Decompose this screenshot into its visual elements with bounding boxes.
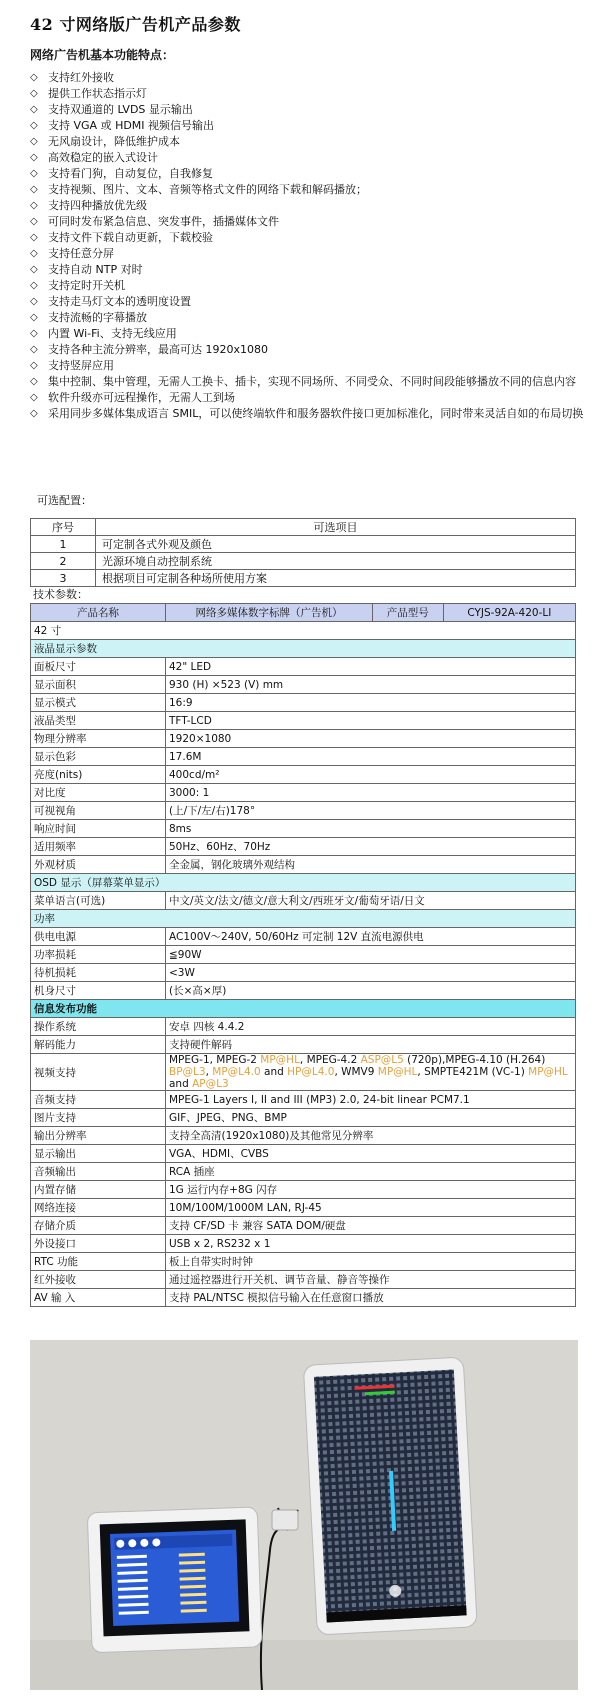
table-row (31, 1217, 576, 1235)
feature-text: 支持 VGA 或 HDMI 视频信号输出 (48, 119, 215, 132)
optional-table-header: 可选项目 (96, 519, 576, 536)
optional-item-text: 可定制各式外观及颜色 (96, 536, 576, 553)
spec-value: (长×高×厚) (166, 982, 576, 1000)
table-row (31, 946, 576, 964)
diamond-bullet-icon: ◇ (30, 408, 38, 419)
spec-value: USB x 2, RS232 x 1 (166, 1235, 576, 1253)
feature-text: 支持自动 NTP 对时 (48, 263, 143, 276)
diamond-bullet-icon: ◇ (30, 312, 38, 323)
spec-key: 机身尺寸 (31, 982, 166, 1000)
features-list (30, 70, 590, 422)
codec-profile: AP@L3 (192, 1078, 229, 1090)
feature-item (30, 118, 590, 134)
table-row (31, 536, 576, 553)
spec-header-row (31, 604, 576, 622)
feature-item (30, 70, 590, 86)
feature-text: 高效稳定的嵌入式设计 (48, 151, 158, 164)
diamond-bullet-icon: ◇ (30, 248, 38, 259)
spec-value: MPEG-1 Layers I, II and III (MP3) 2.0, 24-bit linear PCM7.1 (166, 1091, 576, 1109)
spec-table (30, 603, 576, 1307)
feature-text: 提供工作状态指示灯 (48, 87, 147, 100)
spec-value: 支持 CF/SD 卡 兼容 SATA DOM/硬盘 (166, 1217, 576, 1235)
feature-text: 支持红外接收 (48, 71, 114, 84)
feature-item (30, 230, 590, 246)
spec-value: 1G 运行内存+8G 闪存 (166, 1181, 576, 1199)
codec-text: , WMV9 (334, 1066, 378, 1078)
table-row (31, 856, 576, 874)
feature-text: 支持定时开关机 (48, 279, 125, 292)
spec-key: 图片支持 (31, 1109, 166, 1127)
spec-value: (上/下/左/右)178° (166, 802, 576, 820)
table-row (31, 1235, 576, 1253)
feature-item (30, 342, 590, 358)
spec-key: 显示色彩 (31, 748, 166, 766)
table-row (31, 676, 576, 694)
feature-text: 支持流畅的字幕播放 (48, 311, 147, 324)
spec-key: 显示输出 (31, 1145, 166, 1163)
spec-value: 400cd/m² (166, 766, 576, 784)
spec-section-title: 信息发布功能 (31, 1000, 576, 1018)
table-row (31, 802, 576, 820)
table-row (31, 982, 576, 1000)
feature-text: 可同时发布紧急信息、突发事件，插播媒体文件 (48, 215, 279, 228)
diamond-bullet-icon: ◇ (30, 360, 38, 371)
codec-text: MPEG-1, MPEG-2 (169, 1054, 261, 1066)
optional-item-text: 根据项目可定制各种场所使用方案 (96, 570, 576, 587)
spec-value: 10M/100M/1000M LAN, RJ-45 (166, 1199, 576, 1217)
table-row (31, 820, 576, 838)
feature-text: 支持任意分屏 (48, 247, 114, 260)
optional-item-number: 2 (31, 553, 96, 570)
feature-item (30, 294, 590, 310)
codec-profile: MP@L4.0 (212, 1066, 261, 1078)
codec-profile: MP@HL (377, 1066, 418, 1078)
spec-key: RTC 功能 (31, 1253, 166, 1271)
spec-key: AV 输 入 (31, 1289, 166, 1307)
diamond-bullet-icon: ◇ (30, 392, 38, 403)
codec-text: and (260, 1066, 288, 1078)
product-photo-drawing (30, 1340, 578, 1690)
diamond-bullet-icon: ◇ (30, 296, 38, 307)
feature-item (30, 134, 590, 150)
spec-value: ≦90W (166, 946, 576, 964)
codec-profile: MP@HL (528, 1066, 568, 1078)
feature-item (30, 198, 590, 214)
table-row (31, 694, 576, 712)
product-photo (30, 1340, 578, 1690)
codec-text: , SMPTE421M (VC-1) (417, 1066, 529, 1078)
spec-key: 音频输出 (31, 1163, 166, 1181)
table-row (31, 784, 576, 802)
codec-profile: MP@HL (260, 1054, 300, 1066)
table-row (31, 892, 576, 910)
spec-key: 外观材质 (31, 856, 166, 874)
feature-text: 支持走马灯文本的透明度设置 (48, 295, 191, 308)
codec-text: , (205, 1066, 213, 1078)
diamond-bullet-icon: ◇ (30, 104, 38, 115)
table-row (31, 658, 576, 676)
spec-key: 视频支持 (31, 1054, 166, 1091)
feature-item (30, 326, 590, 342)
spec-value: RCA 插座 (166, 1163, 576, 1181)
codec-text: , MPEG-4.2 (299, 1054, 361, 1066)
spec-value: 930 (H) ×523 (V) mm (166, 676, 576, 694)
diamond-bullet-icon: ◇ (30, 184, 38, 195)
spec-key: 物理分辨率 (31, 730, 166, 748)
spec-value: VGA、HDMI、CVBS (166, 1145, 576, 1163)
diamond-bullet-icon: ◇ (30, 344, 38, 355)
spec-key: 音频支持 (31, 1091, 166, 1109)
diamond-bullet-icon: ◇ (30, 280, 38, 291)
page-title: 42 寸网络版广告机产品参数 (30, 15, 241, 34)
diamond-bullet-icon: ◇ (30, 216, 38, 227)
diamond-bullet-icon: ◇ (30, 88, 38, 99)
spec-value: 8ms (166, 820, 576, 838)
feature-item (30, 214, 590, 230)
feature-item (30, 86, 590, 102)
spec-key: 亮度(nits) (31, 766, 166, 784)
spec-size-row (31, 622, 576, 640)
screen-size-value: 42 寸 (31, 622, 576, 640)
codec-profile: HP@L4.0 (287, 1066, 335, 1078)
spec-value: 1920×1080 (166, 730, 576, 748)
spec-key: 适用频率 (31, 838, 166, 856)
codec-profile: ASP@L5 (360, 1054, 404, 1066)
spec-section-title: 液晶显示参数 (31, 640, 576, 658)
spec-key: 内置存储 (31, 1181, 166, 1199)
table-row (31, 730, 576, 748)
spec-value: TFT-LCD (166, 712, 576, 730)
codec-profile: BP@L3 (169, 1066, 206, 1078)
spec-value: AC100V～240V, 50/60Hz 可定制 12V 直流电源供电 (166, 928, 576, 946)
diamond-bullet-icon: ◇ (30, 376, 38, 387)
spec-key: 对比度 (31, 784, 166, 802)
spec-key: 功率损耗 (31, 946, 166, 964)
spec-key: 存储介质 (31, 1217, 166, 1235)
product-name-label: 产品名称 (31, 604, 166, 622)
feature-text: 集中控制、集中管理，无需人工换卡、插卡，实现不同场所、不同受众、不同时间段能够播放不同的信息内容 (48, 375, 576, 388)
spec-section-title: 功率 (31, 910, 576, 928)
spec-key: 待机损耗 (31, 964, 166, 982)
spec-value: 支持 PAL/NTSC 模拟信号输入在任意窗口播放 (166, 1289, 576, 1307)
spec-key: 解码能力 (31, 1036, 166, 1054)
feature-text: 支持视频、图片、文本、音频等格式文件的网络下载和解码播放； (48, 183, 367, 196)
spec-value: 全金属，钢化玻璃外观结构 (166, 856, 576, 874)
features-heading: 网络广告机基本功能特点： (30, 48, 175, 62)
table-row (31, 1199, 576, 1217)
feature-text: 支持文件下载自动更新，下载校验 (48, 231, 213, 244)
feature-item (30, 310, 590, 326)
table-row (31, 1145, 576, 1163)
optional-config-table (30, 518, 576, 587)
spec-value: 50Hz、60Hz、70Hz (166, 838, 576, 856)
spec-value: 通过遥控器进行开关机、调节音量、静音等操作 (166, 1271, 576, 1289)
optional-item-number: 3 (31, 570, 96, 587)
optional-item-number: 1 (31, 536, 96, 553)
spec-key: 液晶类型 (31, 712, 166, 730)
diamond-bullet-icon: ◇ (30, 152, 38, 163)
feature-text: 采用同步多媒体集成语言 SMIL，可以使终端软件和服务器软件接口更加标准化，同时带来灵活自如的布局切换 (48, 407, 584, 420)
spec-key: 外设接口 (31, 1235, 166, 1253)
spec-key: 可视视角 (31, 802, 166, 820)
product-model-label: 产品型号 (372, 604, 443, 622)
spec-key: 显示模式 (31, 694, 166, 712)
feature-item (30, 150, 590, 166)
spec-value: <3W (166, 964, 576, 982)
table-row (31, 1036, 576, 1054)
diamond-bullet-icon: ◇ (30, 232, 38, 243)
feature-text: 无风扇设计，降低维护成本 (48, 135, 180, 148)
feature-text: 支持看门狗，自动复位，自我修复 (48, 167, 213, 180)
spec-value (166, 1054, 576, 1091)
table-row (31, 1109, 576, 1127)
spec-section-title: OSD 显示（屏幕菜单显示） (31, 874, 576, 892)
spec-value: 3000: 1 (166, 784, 576, 802)
table-row (31, 553, 576, 570)
spec-key: 网络连接 (31, 1199, 166, 1217)
spec-value: 安卓 四核 4.4.2 (166, 1018, 576, 1036)
spec-key: 面板尺寸 (31, 658, 166, 676)
spec-value: 16:9 (166, 694, 576, 712)
diamond-bullet-icon: ◇ (30, 168, 38, 179)
feature-item (30, 262, 590, 278)
table-row (31, 1054, 576, 1091)
feature-text: 内置 Wi-Fi、支持无线应用 (48, 327, 177, 340)
table-row (31, 570, 576, 587)
diamond-bullet-icon: ◇ (30, 136, 38, 147)
spec-key: 操作系统 (31, 1018, 166, 1036)
feature-text: 支持双通道的 LVDS 显示输出 (48, 103, 193, 116)
codec-text: and (169, 1078, 193, 1090)
spec-value: 支持硬件解码 (166, 1036, 576, 1054)
spec-key: 红外接收 (31, 1271, 166, 1289)
codec-text: (720p),MPEG-4.10 (H.264) (403, 1054, 546, 1066)
product-name-value: 网络多媒体数字标牌（广告机） (166, 604, 373, 622)
table-row (31, 1289, 576, 1307)
table-row (31, 838, 576, 856)
spec-section-row (31, 874, 576, 892)
spec-key: 显示面积 (31, 676, 166, 694)
diamond-bullet-icon: ◇ (30, 328, 38, 339)
feature-item (30, 166, 590, 182)
diamond-bullet-icon: ◇ (30, 264, 38, 275)
feature-item (30, 102, 590, 118)
table-row (31, 712, 576, 730)
table-row (31, 748, 576, 766)
spec-key: 输出分辨率 (31, 1127, 166, 1145)
table-row (31, 1163, 576, 1181)
spec-section-row (31, 640, 576, 658)
spec-value: GIF、JPEG、PNG、BMP (166, 1109, 576, 1127)
table-row (31, 1271, 576, 1289)
table-row (31, 964, 576, 982)
optional-config-label: 可选配置： (37, 494, 92, 507)
spec-key: 供电电源 (31, 928, 166, 946)
product-model-value: CYJS-92A-420-LI (443, 604, 575, 622)
feature-item (30, 278, 590, 294)
table-row (31, 1091, 576, 1109)
feature-text: 软件升级亦可远程操作，无需人工到场 (48, 391, 235, 404)
optional-table-header: 序号 (31, 519, 96, 536)
feature-text: 支持竖屏应用 (48, 359, 114, 372)
feature-item (30, 182, 590, 198)
diamond-bullet-icon: ◇ (30, 200, 38, 211)
spec-value: 支持全高清(1920x1080)及其他常见分辨率 (166, 1127, 576, 1145)
spec-value: 板上自带实时时钟 (166, 1253, 576, 1271)
optional-item-text: 光源环境自动控制系统 (96, 553, 576, 570)
feature-item (30, 358, 590, 374)
table-row (31, 766, 576, 784)
spec-section-row (31, 1000, 576, 1018)
feature-text: 支持四种播放优先级 (48, 199, 147, 212)
diamond-bullet-icon: ◇ (30, 72, 38, 83)
feature-text: 支持各种主流分辨率，最高可达 1920x1080 (48, 343, 268, 356)
spec-value: 17.6M (166, 748, 576, 766)
spec-key: 响应时间 (31, 820, 166, 838)
table-row (31, 1181, 576, 1199)
diamond-bullet-icon: ◇ (30, 120, 38, 131)
spec-section-row (31, 910, 576, 928)
spec-key: 菜单语言(可选) (31, 892, 166, 910)
feature-item (30, 374, 590, 390)
table-row (31, 1018, 576, 1036)
spec-value: 42" LED (166, 658, 576, 676)
feature-item (30, 406, 590, 422)
feature-item (30, 246, 590, 262)
table-row (31, 1127, 576, 1145)
tech-params-label: 技术参数： (33, 588, 88, 601)
spec-value: 中文/英文/法文/德文/意大利文/西班牙文/葡萄牙语/日文 (166, 892, 576, 910)
table-row (31, 928, 576, 946)
table-row (31, 1253, 576, 1271)
feature-item (30, 390, 590, 406)
